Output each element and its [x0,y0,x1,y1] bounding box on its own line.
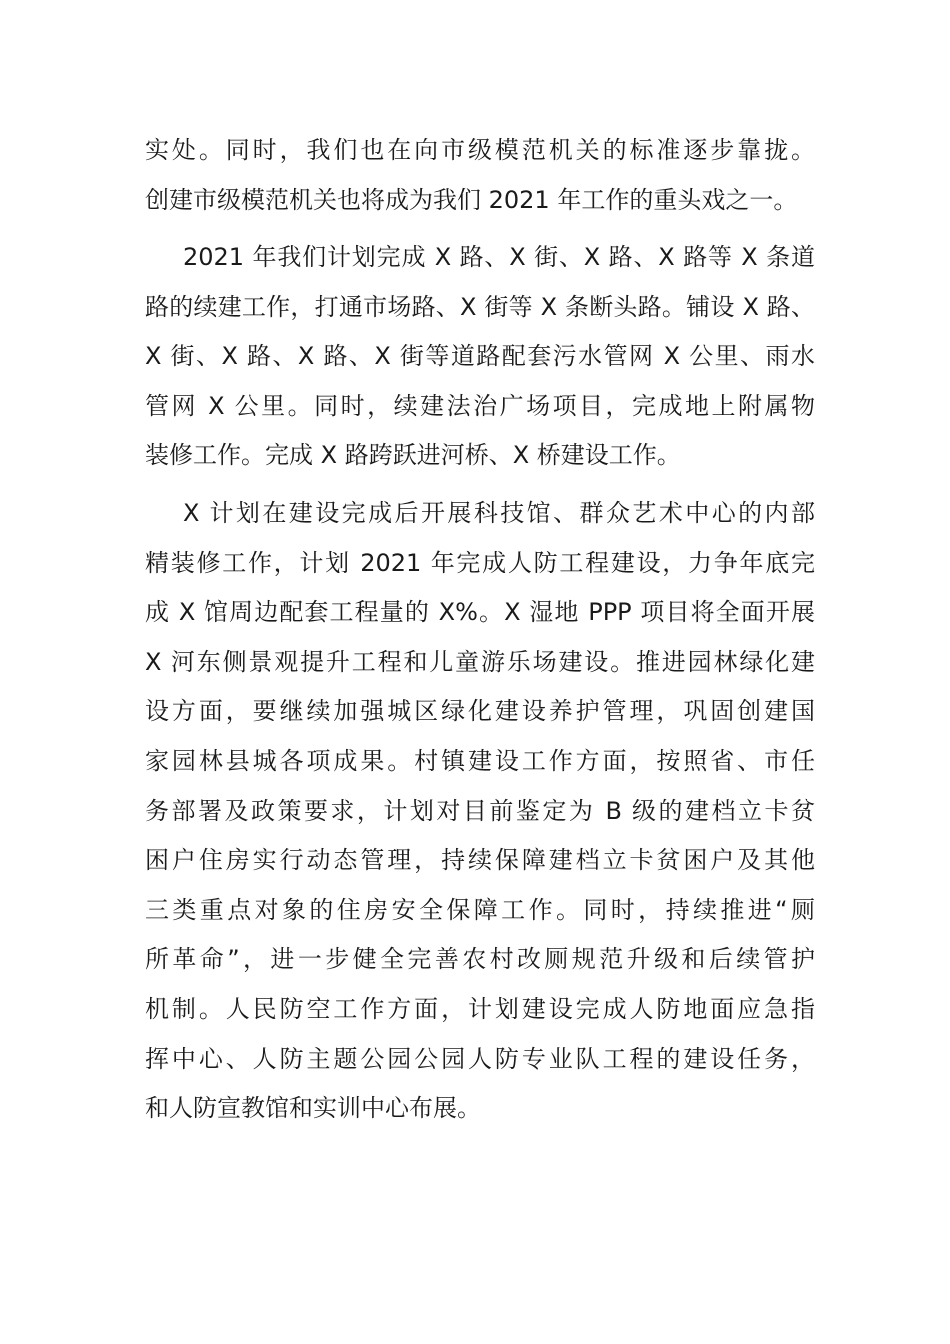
text-line: 和人防宣教馆和实训中心布展。 [145,1094,481,1123]
text-line: 机制。人民防空工作方面，计划建设完成人防地面应急指 [145,994,815,1023]
text-line: 挥中心、人防主题公园公园人防专业队工程的建设任务， [145,1044,815,1073]
text-line: 装修工作。完成 X 路跨跃进河桥、X 桥建设工作。 [145,441,681,470]
text-line: X 街、X 路、X 路、X 街等道路配套污水管网 X 公里、雨水 [145,342,815,371]
text-line: 所革命”，进一步健全完善农村改厕规范升级和后续管护 [145,945,815,974]
text-line: 家园林县城各项成果。村镇建设工作方面，按照省、市任 [145,746,815,775]
text-line: 精装修工作，计划 2021 年完成人防工程建设，力争年底完 [145,548,815,577]
text-line: 实处。同时，我们也在向市级模范机关的标准逐步靠拢。 [145,136,815,164]
text-line: 创建市级模范机关也将成为我们 2021 年工作的重头戏之一。 [145,185,798,214]
text-line: 成 X 馆周边配套工程量的 X%。X 湿地 PPP 项目将全面开展 [145,598,815,627]
text-line: 困户住房实行动态管理，持续保障建档立卡贫困户及其他 [145,846,815,875]
paragraph-3 [145,489,815,1134]
text-line: 务部署及政策要求，计划对目前鉴定为 B 级的建档立卡贫 [145,796,815,825]
text-line: X 计划在建设完成后开展科技馆、群众艺术中心的内部 [183,499,815,527]
text-line: X 河东侧景观提升工程和儿童游乐场建设。推进园林绿化建 [145,647,815,676]
paragraph-2 [145,233,815,481]
text-line: 管网 X 公里。同时，续建法治广场项目，完成地上附属物 [145,391,815,420]
text-line: 路的续建工作，打通市场路、X 街等 X 条断头路。铺设 X 路、 [145,292,815,321]
text-line: 设方面，要继续加强城区绿化建设养护管理，巩固创建国 [145,697,815,726]
text-line: 三类重点对象的住房安全保障工作。同时，持续推进“厕 [145,895,815,924]
paragraph-1 [145,126,815,225]
text-line: 2021 年我们计划完成 X 路、X 街、X 路、X 路等 X 条道 [183,243,815,271]
